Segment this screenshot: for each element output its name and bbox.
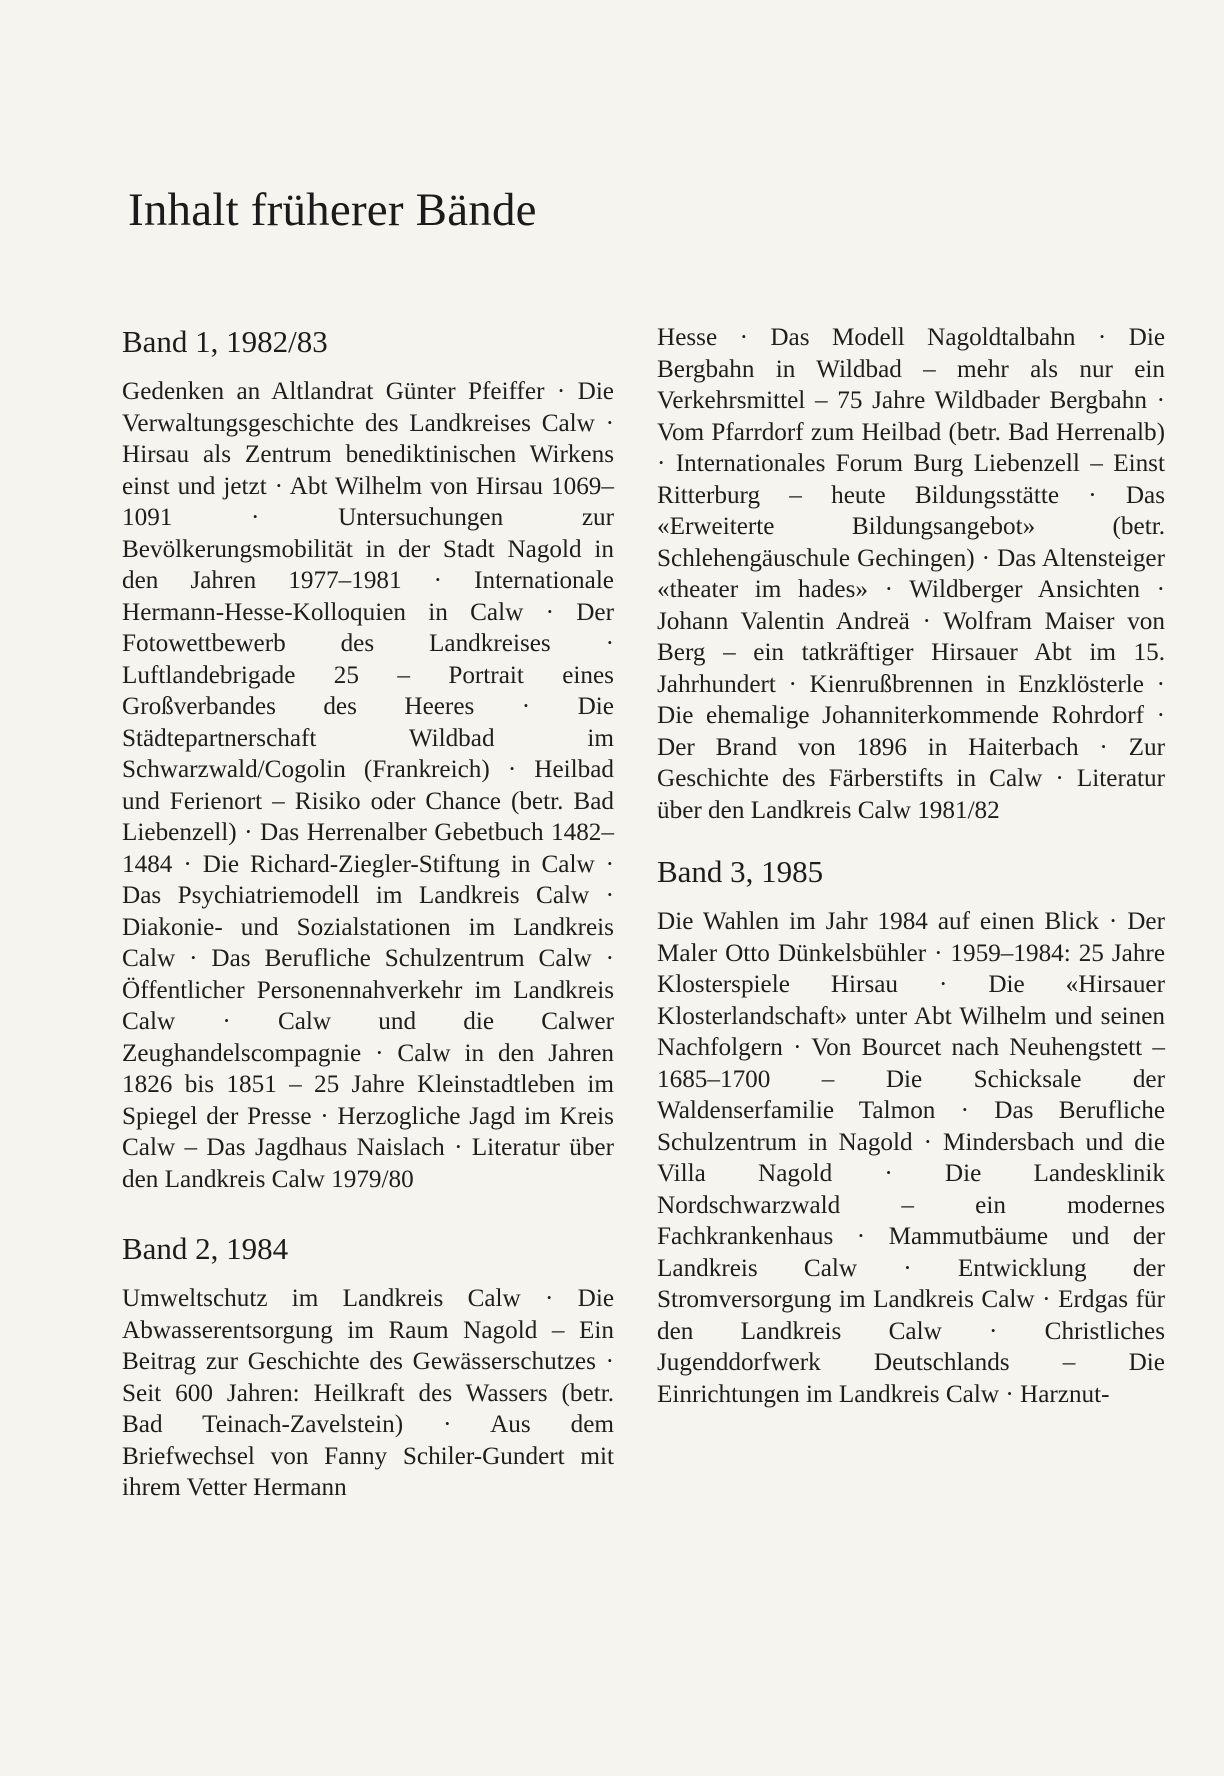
band-2-section bbox=[122, 1229, 614, 1504]
page-title: Inhalt früherer Bände bbox=[128, 184, 537, 236]
band-2-contents-part-2: Hesse · Das Modell Nagoldtalbahn · Die Bergbahn in Wildbad – mehr als nur ein Verkehrsmittel – 75 Jahre Wildbader Bergbahn · Vom Pfarrdorf zum Heilbad (betr. Bad Herrenalb) · Internationales Forum Burg Liebenzell – Einst Ritterburg – heute Bildungsstätte · Das «Erweiterte Bildungsangebot» (betr. Schlehengäuschule Gechingen) · Das Altensteiger «theater im hades» · Wildberger Ansichten · Johann Valentin Andreä · Wolfram Maiser von Berg – ein tatkräftiger Hirsauer Abt im 15. Jahrhundert · Kienrußbrennen in Enzklösterle · Die ehemalige Johanniterkommende Rohrdorf · Der Brand von 1896 in Haiterbach · Zur Geschichte des Färberstifts in Calw · Literatur über den Landkreis Calw 1981/82 bbox=[657, 324, 1165, 824]
right-column bbox=[657, 322, 1165, 1410]
band-1-contents: Gedenken an Altlandrat Günter Pfeiffer · Die Verwaltungsgeschichte des Landkreises Calw · Hirsau als Zentrum benediktinischen Wirkens einst und jetzt · Abt Wilhelm von Hirsau 1069–1091 · Untersuchungen zur Bevölkerungsmobilität in der Stadt Nagold in den Jahren 1977–1981 · Internationale Hermann-Hesse-Kolloquien in Calw · Der Fotowettbewerb des Landkreises · Luftlandebrigade 25 – Portrait eines Großverbandes des Heeres · Die Städtepartnerschaft Wildbad im Schwarzwald/Cogolin (Frankreich) · Heilbad und Ferienort – Risiko oder Chance (betr. Bad Liebenzell) · Das Herrenalber Gebetbuch 1482–1484 · Die Richard-Ziegler-Stiftung in Calw · Das Psychiatriemodell im Landkreis Calw · Diakonie- und Sozialstationen im Landkreis Calw · Das Berufliche Schulzentrum Calw · Öffentlicher Personennahverkehr im Landkreis Calw · Calw und die Calwer Zeughandelscompagnie · Calw in den Jahren 1826 bis 1851 – 25 Jahre Kleinstadtleben im Spiegel der Presse · Herzogliche Jagd im Kreis Calw – Das Jagdhaus Naislach · Literatur über den Landkreis Calw 1979/80 bbox=[122, 378, 614, 1193]
band-2-heading: Band 2, 1984 bbox=[122, 1231, 289, 1266]
band-2-contents-part-1: Umweltschutz im Landkreis Calw · Die Abwasserentsorgung im Raum Nagold – Ein Beitrag zur Geschichte des Gewässerschutzes · Seit 600 Jahren: Heilkraft des Wassers (betr. Bad Teinach-Zavelstein) · Aus dem Briefwechsel von Fanny Schiler-Gundert mit ihrem Vetter Hermann bbox=[122, 1285, 614, 1501]
band-1-section bbox=[122, 322, 614, 1195]
band-3-contents: Die Wahlen im Jahr 1984 auf einen Blick · Der Maler Otto Dünkelsbühler · 1959–1984: 25 Jahre Klosterspiele Hirsau · Die «Hirsauer Klosterlandschaft» unter Abt Wilhelm und seinen Nachfolgern · Von Bourcet nach Neuhengstett – 1685–1700 – Die Schicksale der Waldenserfamilie Talmon · Das Berufliche Schulzentrum in Nagold · Mindersbach und die Villa Nagold · Die Landesklinik Nordschwarzwald – ein modernes Fachkrankenhaus · Mammutbäume und der Landkreis Calw · Entwicklung der Stromversorgung im Landkreis Calw · Erdgas für den Landkreis Calw · Christliches Jugenddorfwerk Deutschlands – Die Einrichtungen im Landkreis Calw · Harznut- bbox=[657, 908, 1165, 1408]
band-3-section bbox=[657, 852, 1165, 1410]
band-3-heading: Band 3, 1985 bbox=[657, 854, 824, 889]
left-column bbox=[122, 322, 614, 1504]
band-2-continued bbox=[657, 322, 1165, 826]
band-1-heading: Band 1, 1982/83 bbox=[122, 324, 328, 359]
